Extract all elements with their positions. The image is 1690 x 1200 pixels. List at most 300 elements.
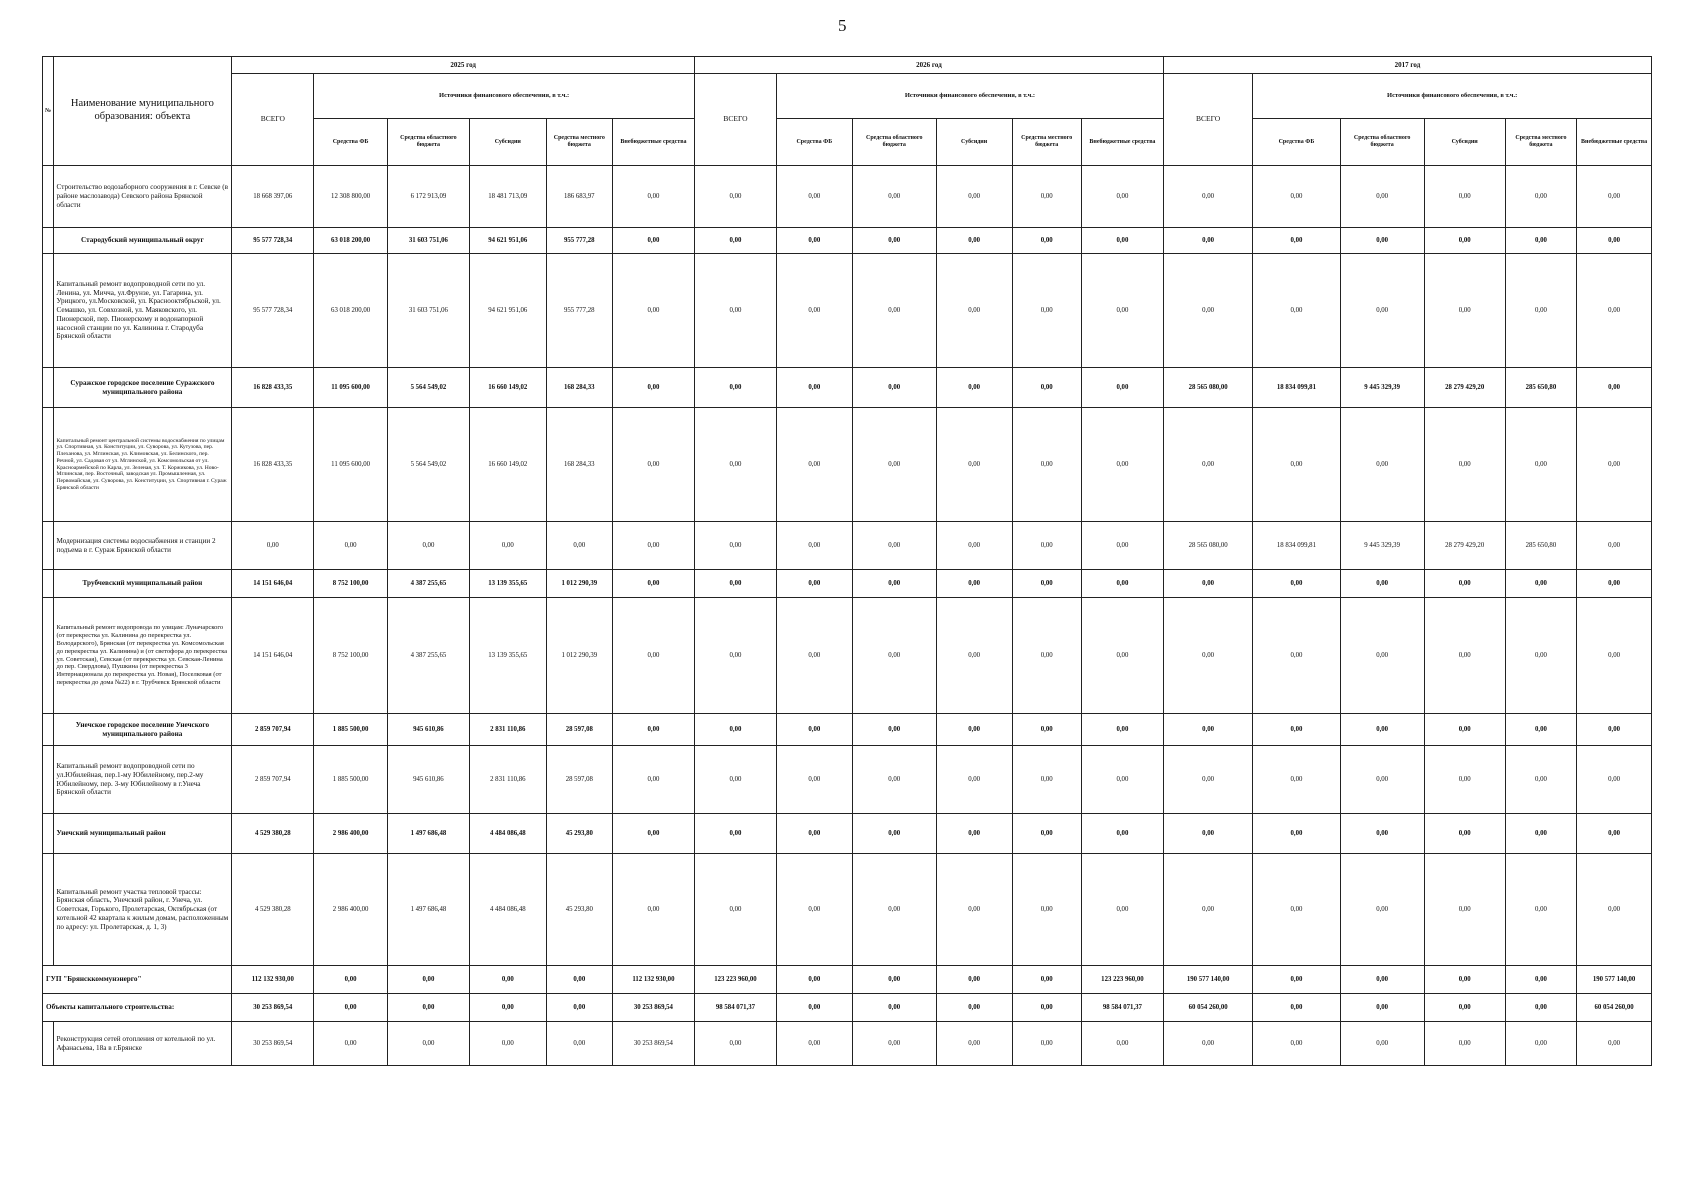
row-name: Унечское городское поселение Унечского муниципального района [53, 714, 232, 746]
value-cell: 0,00 [1340, 228, 1424, 254]
value-cell: 0,00 [776, 166, 852, 228]
value-cell: 0,00 [1253, 598, 1340, 714]
value-cell: 0,00 [694, 854, 776, 966]
value-cell: 0,00 [1577, 408, 1652, 522]
value-cell: 18 668 397,06 [232, 166, 314, 228]
value-cell: 0,00 [1163, 408, 1252, 522]
value-cell: 0,00 [1340, 994, 1424, 1022]
financing-table [42, 56, 1652, 1066]
table-row [43, 598, 1652, 714]
value-cell: 0,00 [852, 408, 936, 522]
value-cell: 0,00 [852, 854, 936, 966]
value-cell: 0,00 [852, 570, 936, 598]
value-cell: 0,00 [1012, 1022, 1081, 1066]
value-cell: 14 151 646,04 [232, 598, 314, 714]
value-cell: 0,00 [694, 1022, 776, 1066]
value-cell: 28 565 080,00 [1163, 522, 1252, 570]
row-name: Суражское городское поселение Суражского муниципального района [53, 368, 232, 408]
value-cell: 0,00 [1081, 408, 1163, 522]
value-cell: 0,00 [1012, 746, 1081, 814]
row-number-cell [43, 570, 54, 598]
value-cell: 12 308 800,00 [314, 166, 388, 228]
value-cell: 0,00 [852, 746, 936, 814]
value-cell: 0,00 [469, 522, 546, 570]
value-cell: 0,00 [1253, 254, 1340, 368]
value-cell: 0,00 [776, 1022, 852, 1066]
value-cell: 0,00 [1081, 746, 1163, 814]
row-number-cell [43, 1022, 54, 1066]
value-cell: 955 777,28 [546, 228, 612, 254]
src-y1-fb: Средства ФБ [314, 119, 388, 166]
value-cell: 60 054 260,00 [1163, 994, 1252, 1022]
value-cell: 0,00 [1081, 598, 1163, 714]
value-cell: 123 223 960,00 [694, 966, 776, 994]
value-cell: 18 834 099,81 [1253, 522, 1340, 570]
row-name: Капитальный ремонт водопроводной сети по ул. Ленина, ул. Мичча, ул.Фрунзе, ул. Гагарина, ул. Урицкого, ул.Московской, ул. Красноoктябрьской, ул. Семашко, ул. Совхозной, ул. Маяковского, ул. Пионерской, пер. Пионерскому и водонапорной насосной станции по ул. Калинина г. Стародуба Брянской области [53, 254, 232, 368]
value-cell: 0,00 [546, 522, 612, 570]
value-cell: 0,00 [936, 522, 1012, 570]
value-cell: 0,00 [1163, 854, 1252, 966]
row-name: Реконструкция сетей отопления от котельной по ул. Афанасьева, 18а в г.Брянске [53, 1022, 232, 1066]
row-number-cell [43, 522, 54, 570]
value-cell: 0,00 [1505, 854, 1577, 966]
src-y3-regional: Средства областного бюджета [1340, 119, 1424, 166]
value-cell: 4 387 255,65 [387, 598, 469, 714]
value-cell: 95 577 728,34 [232, 254, 314, 368]
value-cell: 94 621 951,06 [469, 254, 546, 368]
value-cell: 0,00 [852, 254, 936, 368]
value-cell: 0,00 [314, 1022, 388, 1066]
value-cell: 0,00 [387, 1022, 469, 1066]
value-cell: 1 497 686,48 [387, 854, 469, 966]
value-cell: 0,00 [1012, 994, 1081, 1022]
value-cell: 112 132 930,00 [232, 966, 314, 994]
src-y1-regional: Средства областного бюджета [387, 119, 469, 166]
table-row [43, 994, 1652, 1022]
table-row [43, 746, 1652, 814]
value-cell: 5 564 549,02 [387, 368, 469, 408]
value-cell: 18 834 099,81 [1253, 368, 1340, 408]
value-cell: 4 529 380,28 [232, 814, 314, 854]
value-cell: 0,00 [776, 994, 852, 1022]
src-y2-subsidy: Субсидии [936, 119, 1012, 166]
value-cell: 0,00 [469, 1022, 546, 1066]
value-cell: 0,00 [1424, 598, 1505, 714]
value-cell: 0,00 [1424, 1022, 1505, 1066]
src-y2-local: Средства местного бюджета [1012, 119, 1081, 166]
row-name: Стародубский муниципальный округ [53, 228, 232, 254]
value-cell: 31 603 751,06 [387, 254, 469, 368]
value-cell: 0,00 [1253, 166, 1340, 228]
value-cell: 0,00 [1340, 966, 1424, 994]
value-cell: 28 597,08 [546, 746, 612, 814]
value-cell: 0,00 [1505, 814, 1577, 854]
value-cell: 2 859 707,94 [232, 714, 314, 746]
value-cell: 0,00 [1424, 994, 1505, 1022]
value-cell: 0,00 [936, 408, 1012, 522]
value-cell: 0,00 [314, 966, 388, 994]
value-cell: 0,00 [1340, 166, 1424, 228]
value-cell: 0,00 [694, 522, 776, 570]
value-cell: 9 445 329,39 [1340, 368, 1424, 408]
sources-title-y3: Источники финансового обеспечения, в т.ч.: [1253, 74, 1652, 119]
table-row [43, 814, 1652, 854]
value-cell: 0,00 [612, 746, 694, 814]
row-name: Объекты капитального строительства: [43, 994, 232, 1022]
sources-title-y2: Источники финансового обеспечения, в т.ч.: [776, 74, 1163, 119]
value-cell: 0,00 [1577, 598, 1652, 714]
value-cell: 0,00 [1081, 570, 1163, 598]
value-cell: 0,00 [1340, 254, 1424, 368]
value-cell: 0,00 [776, 598, 852, 714]
src-y1-extrabudget: Внебюджетные средства [612, 119, 694, 166]
col-name: Наименование муниципального образования: объекта [53, 57, 232, 166]
value-cell: 0,00 [1505, 1022, 1577, 1066]
value-cell: 0,00 [1163, 814, 1252, 854]
value-cell: 13 139 355,65 [469, 570, 546, 598]
value-cell: 0,00 [1012, 408, 1081, 522]
value-cell: 0,00 [776, 854, 852, 966]
value-cell: 0,00 [776, 570, 852, 598]
value-cell: 186 683,97 [546, 166, 612, 228]
value-cell: 955 777,28 [546, 254, 612, 368]
value-cell: 0,00 [612, 714, 694, 746]
value-cell: 0,00 [1253, 854, 1340, 966]
table-row [43, 408, 1652, 522]
value-cell: 4 484 086,48 [469, 814, 546, 854]
value-cell: 4 529 380,28 [232, 854, 314, 966]
value-cell: 0,00 [1577, 814, 1652, 854]
src-y3-subsidy: Субсидии [1424, 119, 1505, 166]
value-cell: 0,00 [694, 254, 776, 368]
sources-title-y1: Источники финансового обеспечения, в т.ч.: [314, 74, 695, 119]
value-cell: 0,00 [1163, 1022, 1252, 1066]
row-name: Строительство водозаборного сооружения в г. Севске (в районе маслозавода) Севского района Брянской области [53, 166, 232, 228]
value-cell: 285 650,80 [1505, 368, 1577, 408]
value-cell: 190 577 140,00 [1163, 966, 1252, 994]
value-cell: 30 253 869,54 [232, 1022, 314, 1066]
row-number-cell [43, 408, 54, 522]
value-cell: 11 095 600,00 [314, 368, 388, 408]
value-cell: 0,00 [936, 746, 1012, 814]
value-cell: 0,00 [1424, 166, 1505, 228]
value-cell: 0,00 [546, 966, 612, 994]
value-cell: 0,00 [1340, 1022, 1424, 1066]
value-cell: 16 828 433,35 [232, 368, 314, 408]
value-cell: 0,00 [776, 746, 852, 814]
value-cell: 0,00 [1253, 570, 1340, 598]
table-row [43, 228, 1652, 254]
value-cell: 0,00 [1012, 166, 1081, 228]
value-cell: 30 253 869,54 [612, 1022, 694, 1066]
src-y2-regional: Средства областного бюджета [852, 119, 936, 166]
value-cell: 0,00 [1505, 714, 1577, 746]
value-cell: 0,00 [612, 408, 694, 522]
value-cell: 0,00 [387, 994, 469, 1022]
table-row [43, 254, 1652, 368]
value-cell: 0,00 [936, 714, 1012, 746]
value-cell: 0,00 [1505, 994, 1577, 1022]
value-cell: 0,00 [1081, 368, 1163, 408]
value-cell: 0,00 [852, 228, 936, 254]
value-cell: 0,00 [936, 966, 1012, 994]
value-cell: 0,00 [1505, 746, 1577, 814]
value-cell: 0,00 [776, 408, 852, 522]
table-row [43, 166, 1652, 228]
value-cell: 2 986 400,00 [314, 814, 388, 854]
value-cell: 0,00 [776, 522, 852, 570]
value-cell: 0,00 [776, 966, 852, 994]
value-cell: 0,00 [232, 522, 314, 570]
row-name: Капитальный ремонт участка тепловой трассы: Брянская область, Унечский район, г. Унеча, ул. Советская, Горького, Пролетарская, Октябрьская (от котельной 42 квартала к жилым домам, расположенным по адресу: ул. Пролетарская, д. 1, 3) [53, 854, 232, 966]
value-cell: 2 859 707,94 [232, 746, 314, 814]
value-cell: 0,00 [852, 368, 936, 408]
row-number-cell [43, 254, 54, 368]
table-header [43, 57, 1652, 166]
value-cell: 0,00 [1505, 570, 1577, 598]
value-cell: 0,00 [387, 966, 469, 994]
value-cell: 0,00 [852, 814, 936, 854]
value-cell: 45 293,80 [546, 814, 612, 854]
value-cell: 0,00 [1505, 598, 1577, 714]
value-cell: 0,00 [1012, 522, 1081, 570]
value-cell: 0,00 [612, 854, 694, 966]
value-cell: 0,00 [936, 994, 1012, 1022]
row-number-cell [43, 598, 54, 714]
value-cell: 0,00 [612, 570, 694, 598]
value-cell: 0,00 [1253, 714, 1340, 746]
value-cell: 2 986 400,00 [314, 854, 388, 966]
value-cell: 0,00 [469, 966, 546, 994]
value-cell: 0,00 [1012, 570, 1081, 598]
value-cell: 8 752 100,00 [314, 570, 388, 598]
value-cell: 0,00 [1340, 854, 1424, 966]
value-cell: 16 660 149,02 [469, 368, 546, 408]
value-cell: 0,00 [1424, 714, 1505, 746]
value-cell: 0,00 [1577, 714, 1652, 746]
value-cell: 0,00 [1012, 368, 1081, 408]
value-cell: 0,00 [1340, 408, 1424, 522]
value-cell: 0,00 [1424, 570, 1505, 598]
value-cell: 0,00 [936, 1022, 1012, 1066]
value-cell: 0,00 [1081, 714, 1163, 746]
value-cell: 0,00 [1253, 814, 1340, 854]
value-cell: 0,00 [852, 966, 936, 994]
table-row [43, 966, 1652, 994]
row-number-cell [43, 228, 54, 254]
value-cell: 0,00 [852, 166, 936, 228]
year-3: 2017 год [1163, 57, 1651, 74]
value-cell: 30 253 869,54 [612, 994, 694, 1022]
value-cell: 63 018 200,00 [314, 228, 388, 254]
row-name: Капитальный ремонт водопроводной сети по ул.Юбилейная, пер.1-му Юбилейному, пер.2-му Юбилейному, пер. 3-му Юбилейному в г.Унеча Брянской области [53, 746, 232, 814]
year-2: 2026 год [694, 57, 1163, 74]
year-1: 2025 год [232, 57, 695, 74]
value-cell: 0,00 [694, 598, 776, 714]
value-cell: 4 387 255,65 [387, 570, 469, 598]
value-cell: 0,00 [1340, 598, 1424, 714]
value-cell: 0,00 [1081, 522, 1163, 570]
value-cell: 285 650,80 [1505, 522, 1577, 570]
value-cell: 0,00 [1577, 254, 1652, 368]
value-cell: 45 293,80 [546, 854, 612, 966]
value-cell: 0,00 [1577, 854, 1652, 966]
value-cell: 0,00 [936, 598, 1012, 714]
value-cell: 0,00 [1163, 228, 1252, 254]
value-cell: 94 621 951,06 [469, 228, 546, 254]
value-cell: 190 577 140,00 [1577, 966, 1652, 994]
value-cell: 63 018 200,00 [314, 254, 388, 368]
value-cell: 1 497 686,48 [387, 814, 469, 854]
value-cell: 95 577 728,34 [232, 228, 314, 254]
value-cell: 0,00 [612, 166, 694, 228]
value-cell: 0,00 [852, 994, 936, 1022]
page-number: 5 [838, 16, 847, 35]
value-cell: 0,00 [387, 522, 469, 570]
value-cell: 0,00 [1081, 228, 1163, 254]
row-number-cell [43, 714, 54, 746]
src-y3-fb: Средства ФБ [1253, 119, 1340, 166]
src-y3-local: Средства местного бюджета [1505, 119, 1577, 166]
value-cell: 0,00 [1163, 714, 1252, 746]
value-cell: 30 253 869,54 [232, 994, 314, 1022]
value-cell: 0,00 [1577, 570, 1652, 598]
src-y1-subsidy: Субсидии [469, 119, 546, 166]
value-cell: 0,00 [1163, 570, 1252, 598]
value-cell: 0,00 [694, 570, 776, 598]
value-cell: 16 660 149,02 [469, 408, 546, 522]
value-cell: 0,00 [1253, 994, 1340, 1022]
value-cell: 0,00 [776, 714, 852, 746]
value-cell: 0,00 [1081, 1022, 1163, 1066]
value-cell: 28 597,08 [546, 714, 612, 746]
value-cell: 0,00 [936, 228, 1012, 254]
value-cell: 0,00 [612, 598, 694, 714]
value-cell: 0,00 [1163, 166, 1252, 228]
value-cell: 0,00 [1577, 166, 1652, 228]
value-cell: 1 885 500,00 [314, 746, 388, 814]
value-cell: 14 151 646,04 [232, 570, 314, 598]
total-y1: ВСЕГО [232, 74, 314, 166]
value-cell: 0,00 [469, 994, 546, 1022]
value-cell: 0,00 [776, 814, 852, 854]
value-cell: 0,00 [1081, 166, 1163, 228]
src-y1-local: Средства местного бюджета [546, 119, 612, 166]
value-cell: 1 012 290,39 [546, 570, 612, 598]
value-cell: 0,00 [694, 746, 776, 814]
value-cell: 98 584 071,37 [1081, 994, 1163, 1022]
value-cell: 0,00 [612, 814, 694, 854]
value-cell: 112 132 930,00 [612, 966, 694, 994]
value-cell: 0,00 [776, 368, 852, 408]
value-cell: 0,00 [1424, 966, 1505, 994]
value-cell: 11 095 600,00 [314, 408, 388, 522]
value-cell: 60 054 260,00 [1577, 994, 1652, 1022]
value-cell: 945 610,86 [387, 714, 469, 746]
row-number-cell [43, 814, 54, 854]
value-cell: 28 279 429,20 [1424, 522, 1505, 570]
value-cell: 0,00 [1577, 746, 1652, 814]
value-cell: 0,00 [1577, 228, 1652, 254]
value-cell: 6 172 913,09 [387, 166, 469, 228]
value-cell: 8 752 100,00 [314, 598, 388, 714]
value-cell: 0,00 [1012, 228, 1081, 254]
value-cell: 0,00 [936, 254, 1012, 368]
value-cell: 0,00 [1424, 746, 1505, 814]
value-cell: 0,00 [1012, 966, 1081, 994]
value-cell: 0,00 [1253, 746, 1340, 814]
value-cell: 0,00 [612, 228, 694, 254]
value-cell: 0,00 [1012, 814, 1081, 854]
value-cell: 13 139 355,65 [469, 598, 546, 714]
value-cell: 31 603 751,06 [387, 228, 469, 254]
value-cell: 0,00 [1424, 854, 1505, 966]
value-cell: 0,00 [1424, 254, 1505, 368]
value-cell: 0,00 [852, 522, 936, 570]
value-cell: 0,00 [1505, 966, 1577, 994]
src-y3-extrabudget: Внебюджетные средства [1577, 119, 1652, 166]
value-cell: 123 223 960,00 [1081, 966, 1163, 994]
value-cell: 0,00 [1340, 746, 1424, 814]
col-number: № [43, 57, 54, 166]
table-row [43, 368, 1652, 408]
value-cell: 0,00 [1505, 166, 1577, 228]
value-cell: 0,00 [1012, 254, 1081, 368]
row-number-cell [43, 368, 54, 408]
value-cell: 1 012 290,39 [546, 598, 612, 714]
value-cell: 0,00 [1012, 854, 1081, 966]
src-y2-fb: Средства ФБ [776, 119, 852, 166]
value-cell: 1 885 500,00 [314, 714, 388, 746]
value-cell: 28 279 429,20 [1424, 368, 1505, 408]
value-cell: 0,00 [1340, 570, 1424, 598]
row-number-cell [43, 166, 54, 228]
total-y2: ВСЕГО [694, 74, 776, 166]
value-cell: 0,00 [1163, 598, 1252, 714]
value-cell: 0,00 [1253, 966, 1340, 994]
row-name: Модернизация системы водоснабжения и станции 2 подъема в г. Сураж Брянской области [53, 522, 232, 570]
value-cell: 168 284,33 [546, 368, 612, 408]
value-cell: 2 831 110,86 [469, 714, 546, 746]
value-cell: 0,00 [546, 1022, 612, 1066]
value-cell: 0,00 [1577, 1022, 1652, 1066]
value-cell: 0,00 [936, 570, 1012, 598]
table-row [43, 854, 1652, 966]
value-cell: 28 565 080,00 [1163, 368, 1252, 408]
value-cell: 0,00 [612, 254, 694, 368]
row-name: Капитальный ремонт центральной системы водоснабжения по улицам ул. Спортивная, ул. Конституции, ул. Суворова, ул. Кутузова, пер. Плеханова, ул. Мглинская, ул. Климовская, ул. Белинского, пер. Речной, ул. Садовая от ул. Мглинской, ул. Комсомольская от ул. Красноармейской по Карла, ул. Зеленая, ул. Т. Коржикова, ул. Ново-Мглинская, пер. Восточный, заводская ул. Промышленная, ул. Первомайская, ул. Суворова, ул. Конституции, ул. Спортивная г. Сураж Брянской области [53, 408, 232, 522]
value-cell: 0,00 [1424, 228, 1505, 254]
value-cell: 0,00 [1081, 854, 1163, 966]
value-cell: 0,00 [1163, 254, 1252, 368]
value-cell: 0,00 [546, 994, 612, 1022]
row-number-cell [43, 746, 54, 814]
value-cell: 0,00 [1505, 254, 1577, 368]
value-cell: 0,00 [1081, 814, 1163, 854]
value-cell: 0,00 [936, 166, 1012, 228]
value-cell: 0,00 [1424, 408, 1505, 522]
value-cell: 168 284,33 [546, 408, 612, 522]
value-cell: 5 564 549,02 [387, 408, 469, 522]
value-cell: 0,00 [1340, 714, 1424, 746]
value-cell: 2 831 110,86 [469, 746, 546, 814]
value-cell: 18 481 713,09 [469, 166, 546, 228]
value-cell: 0,00 [1012, 598, 1081, 714]
value-cell: 0,00 [1163, 746, 1252, 814]
table-row [43, 1022, 1652, 1066]
value-cell: 0,00 [936, 368, 1012, 408]
value-cell: 0,00 [1253, 408, 1340, 522]
